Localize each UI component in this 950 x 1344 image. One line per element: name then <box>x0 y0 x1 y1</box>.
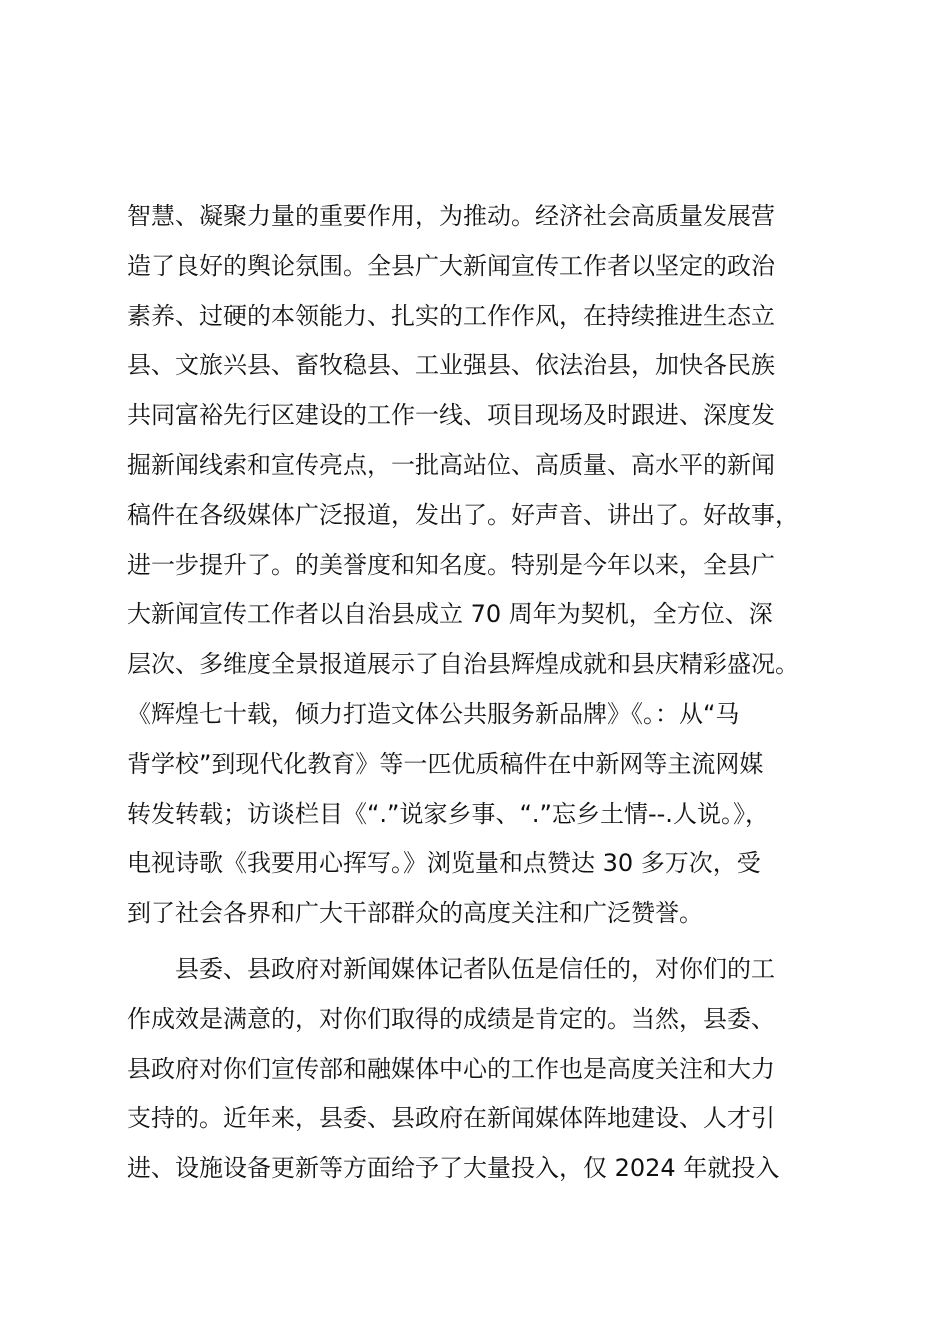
paragraph-1 <box>127 192 847 939</box>
text-line: 电视诗歌《我要用心挥写。》浏览量和点赞达 30 多万次，受 <box>127 849 761 878</box>
text-line: 稿件在各级媒体广泛报道，发出了。好声音、讲出了。好故事， <box>127 500 799 529</box>
text-line: 作成效是满意的，对你们取得的成绩是肯定的。当然，县委、 <box>127 1004 775 1033</box>
text-line: 县政府对你们宣传部和融媒体中心的工作也是高度关注和大力 <box>127 1054 775 1083</box>
text-line: 转发转载；访谈栏目《“.”说家乡事、“.”忘乡土情--.人说。》， <box>127 799 769 828</box>
text-line: 素养、过硬的本领能力、扎实的工作作风，在持续推进生态立 <box>127 301 775 330</box>
text-line: 共同富裕先行区建设的工作一线、项目现场及时跟进、深度发 <box>127 401 775 430</box>
text-line: 层次、多维度全景报道展示了自治县辉煌成就和县庆精彩盛况。 <box>127 650 799 679</box>
text-line: 县、文旅兴县、畜牧稳县、工业强县、依法治县，加快各民族 <box>127 351 775 380</box>
text-line: 县委、县政府对新闻媒体记者队伍是信任的，对你们的工 <box>175 954 775 983</box>
text-line: 造了良好的舆论氛围。全县广大新闻宣传工作者以坚定的政治 <box>127 251 775 280</box>
text-line: 支持的。近年来，县委、县政府在新闻媒体阵地建设、人才引 <box>127 1104 775 1133</box>
text-line: 背学校”到现代化教育》等一匹优质稿件在中新网等主流网媒 <box>127 749 764 778</box>
text-line: 到了社会各界和广大干部群众的高度关注和广泛赞誉。 <box>127 899 703 928</box>
document-body <box>127 192 847 1194</box>
text-line: 智慧、凝聚力量的重要作用，为推动。经济社会高质量发展营 <box>127 202 775 230</box>
text-line: 掘新闻线索和宣传亮点，一批高站位、高质量、高水平的新闻 <box>127 450 775 479</box>
text-line: 《辉煌七十载，倾力打造文体公共服务新品牌》《。：从“马 <box>127 699 740 728</box>
text-line: 大新闻宣传工作者以自治县成立 70 周年为契机，全方位、深 <box>127 600 773 629</box>
text-line: 进一步提升了。的美誉度和知名度。特别是今年以来，全县广 <box>127 550 775 579</box>
paragraph-2 <box>127 945 847 1194</box>
text-line: 进、设施设备更新等方面给予了大量投入，仅 2024 年就投入 <box>127 1154 780 1183</box>
